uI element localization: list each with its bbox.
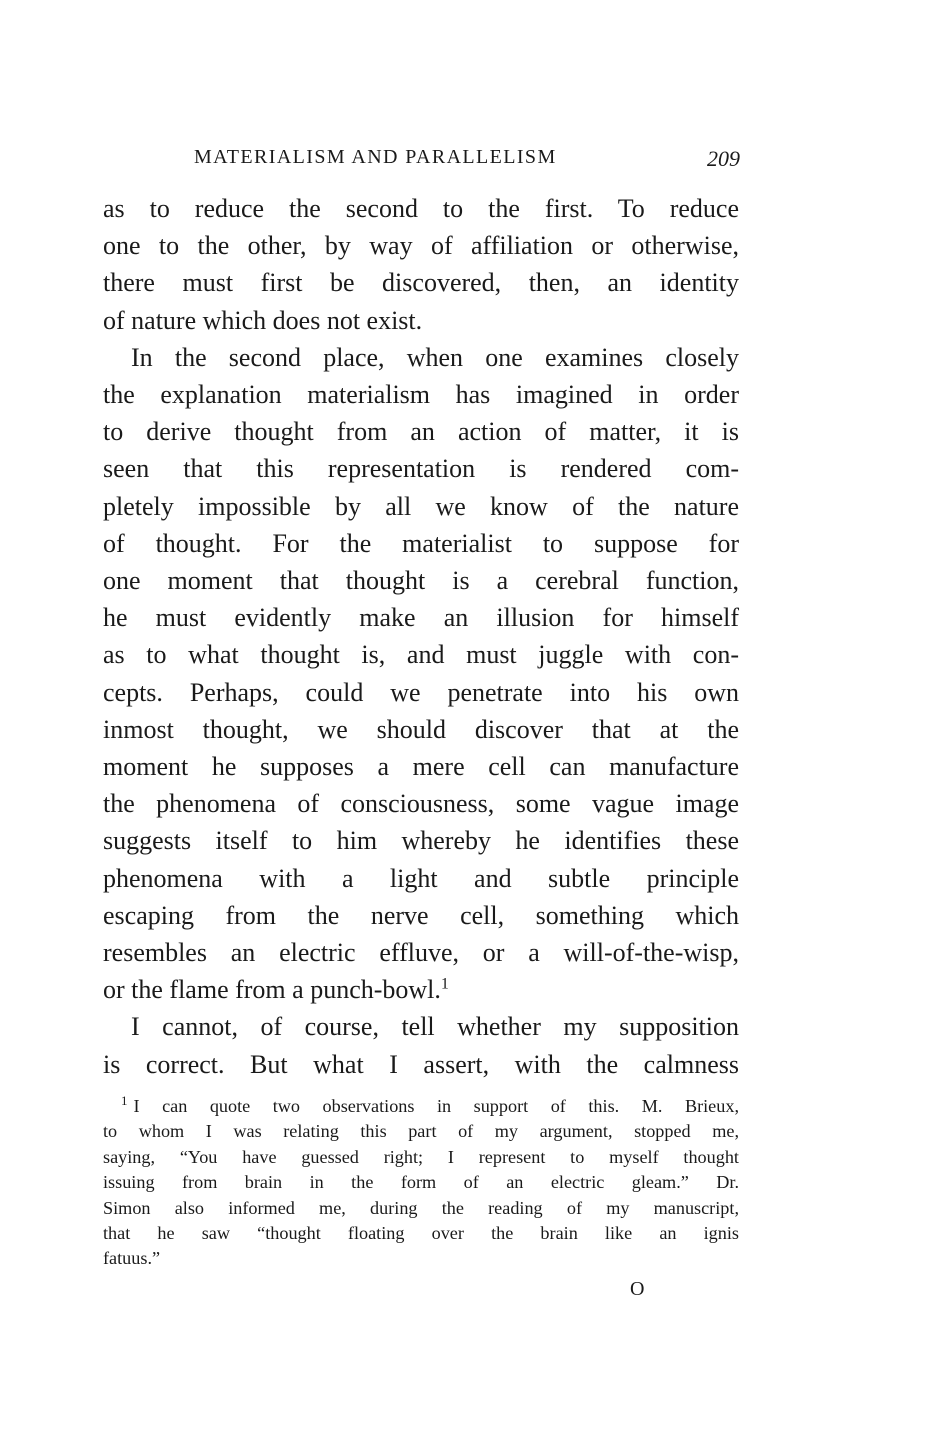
text-line: one to the other, by way of affiliation or otherwise,	[103, 231, 739, 261]
text-line: one moment that thought is a cerebral function,	[103, 566, 739, 596]
footnote-reference[interactable]: 1	[440, 975, 449, 993]
text-line: as to what thought is, and must juggle with con-	[103, 640, 739, 670]
text-line: suggests itself to him whereby he identifies these	[103, 826, 739, 856]
paragraph-2	[103, 339, 739, 1009]
text-line: escaping from the nerve cell, something which	[103, 900, 739, 930]
text-line: moment he supposes a mere cell can manufacture	[103, 752, 739, 782]
text-line: phenomena with a light and subtle principle	[103, 863, 739, 893]
running-head	[104, 146, 740, 174]
text-line: the phenomena of consciousness, some vague image	[103, 789, 739, 819]
text-line: is correct. But what I assert, with the calmness	[103, 1049, 739, 1079]
text-line: there must first be discovered, then, an identity	[103, 268, 739, 298]
text-line: or the flame from a punch-bowl.	[103, 975, 441, 1005]
footnote-line: fatuus.”	[103, 1248, 161, 1269]
page-number: 209	[707, 146, 740, 171]
text-line-with-ref	[103, 971, 739, 1008]
text-line: inmost thought, we should discover that at the	[103, 714, 739, 744]
paragraph-3	[103, 1008, 739, 1082]
text-line: seen that this representation is rendered com-	[103, 454, 739, 484]
footnote-line	[103, 1094, 739, 1119]
footnote-text: I can quote two observations in support of this. M. Brieux,	[133, 1096, 739, 1116]
text-line: he must evidently make an illusion for himself	[103, 603, 739, 633]
text-line: I cannot, of course, tell whether my supposition	[131, 1012, 739, 1042]
footnote-line: issuing from brain in the form of an electric gleam.” Dr.	[103, 1172, 739, 1193]
text-line: cepts. Perhaps, could we penetrate into his own	[103, 677, 739, 707]
text-line: In the second place, when one examines closely	[131, 342, 739, 372]
footnote-line: saying, “You have guessed right; I represent to myself thought	[103, 1146, 739, 1167]
text-line: as to reduce the second to the first. To reduce	[103, 194, 739, 223]
text-line: pletely impossible by all we know of the nature	[103, 491, 739, 521]
footnote	[103, 1094, 739, 1272]
text-line: to derive thought from an action of matter, it is	[103, 417, 739, 447]
paragraph-1	[103, 190, 739, 339]
text-line: of nature which does not exist.	[103, 305, 423, 335]
signature-mark: O	[630, 1278, 645, 1300]
footnote-mark: 1	[121, 1092, 128, 1108]
footnote-line: that he saw “thought floating over the brain like an ignis	[103, 1223, 739, 1244]
text-line: resembles an electric effluve, or a will-of-the-wisp,	[103, 938, 739, 968]
body-text	[103, 190, 739, 1083]
running-head-title: MATERIALISM AND PARALLELISM	[194, 146, 557, 168]
footnote-line: Simon also informed me, during the reading of my manuscript,	[103, 1197, 739, 1218]
footnote-line: to whom I was relating this part of my argument, stopped me,	[103, 1121, 739, 1142]
text-line: the explanation materialism has imagined in order	[103, 380, 739, 410]
text-line: of thought. For the materialist to suppose for	[103, 528, 739, 558]
